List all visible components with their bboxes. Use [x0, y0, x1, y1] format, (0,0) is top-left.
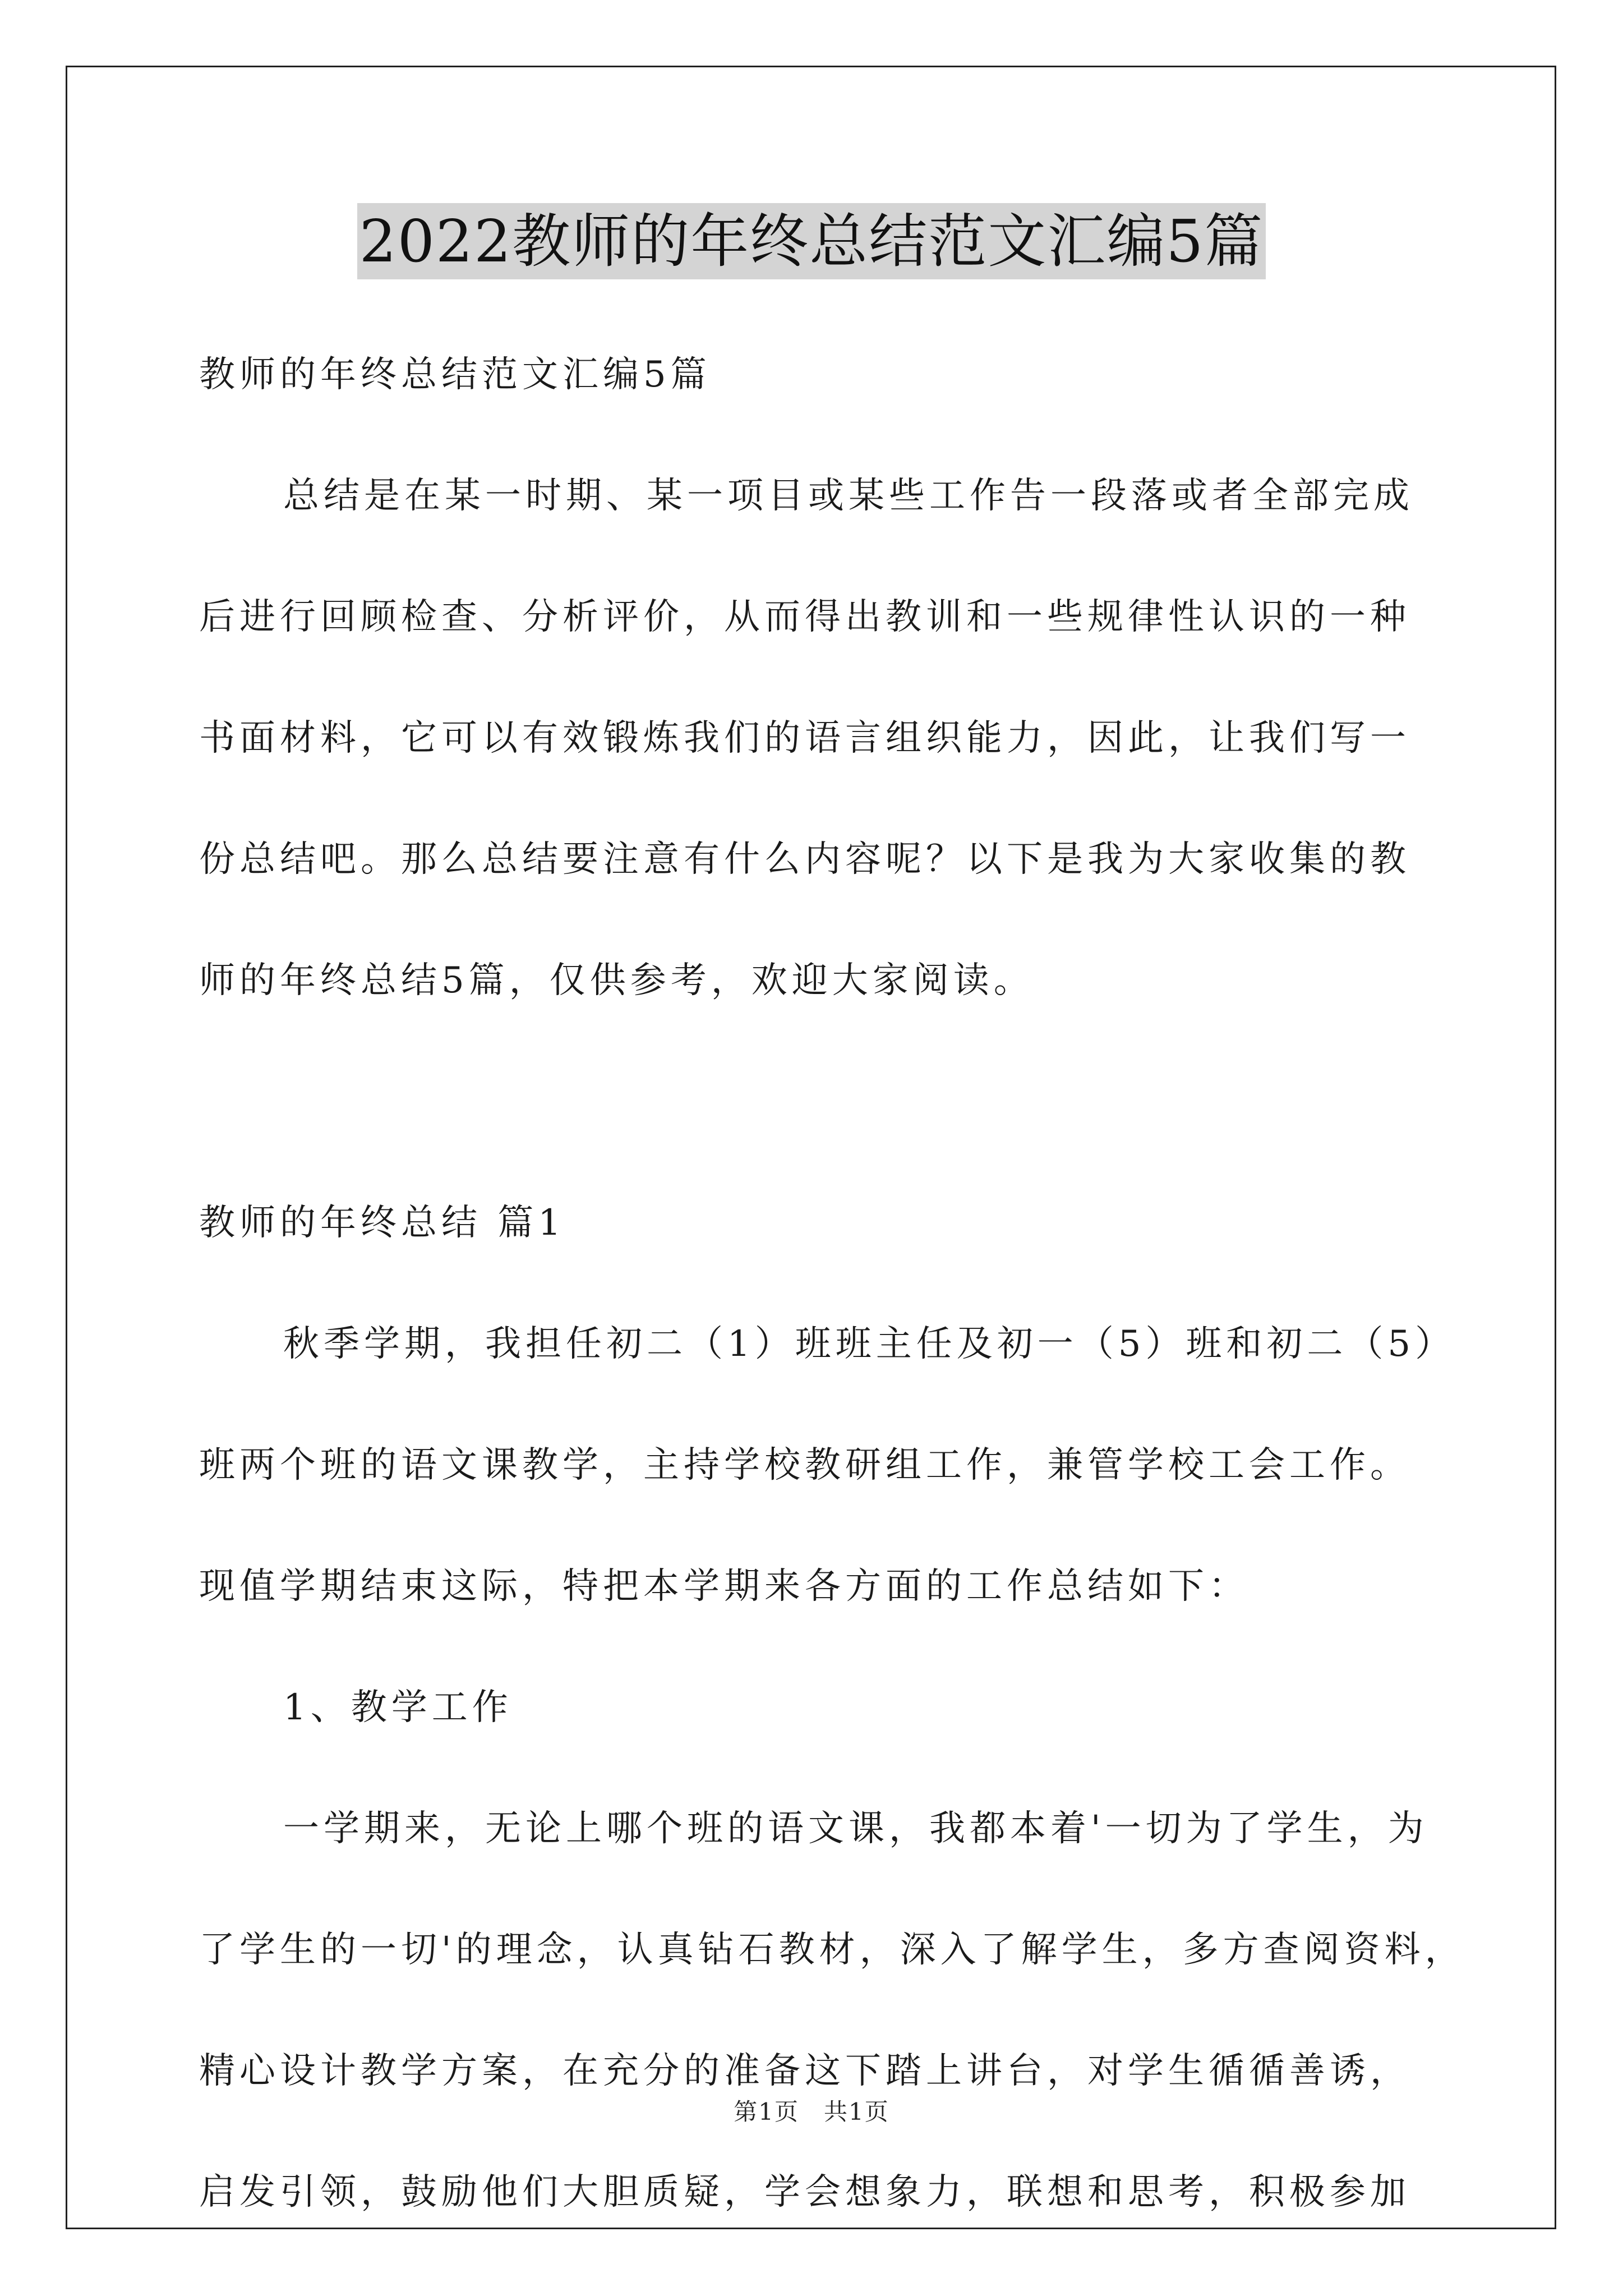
text-line: 师的年终总结5篇，仅供参考，欢迎大家阅读。 — [199, 960, 1034, 1001]
text-line: 班两个班的语文课教学，主持学校教研组工作，兼管学校工会工作。 — [199, 1444, 1410, 1486]
text-line: 总结是在某一时期、某一项目或某些工作告一段落或者全部完成 — [283, 475, 1414, 517]
document-body — [199, 314, 1465, 2253]
text-line: 教师的年终总结 篇1 — [199, 1202, 566, 1244]
text-line: 份总结吧。那么总结要注意有什么内容呢？以下是我为大家收集的教 — [199, 839, 1410, 880]
text-line: 了学生的一切'的理念，认真钻石教材，深入了解学生，多方查阅资料， — [199, 1929, 1465, 1971]
text-line: 精心设计教学方案，在充分的准备这下踏上讲台，对学生循循善诱， — [199, 2050, 1410, 2092]
text-line: 后进行回顾检查、分析评价，从而得出教训和一些规律性认识的一种 — [199, 596, 1410, 638]
page-footer: 第1页 共1页 — [734, 2098, 889, 2125]
text-line: 启发引领，鼓励他们大胆质疑，学会想象力，联想和思考，积极参加 — [199, 2171, 1410, 2213]
text-line: 秋季学期，我担任初二（1）班班主任及初一（5）班和初二（5） — [283, 1323, 1456, 1365]
text-line: 1、教学工作 — [283, 1687, 513, 1728]
text-line: 一学期来，无论上哪个班的语文课，我都本着'一切为了学生，为 — [283, 1808, 1428, 1849]
blank-line — [199, 1041, 1455, 1162]
text-line: 书面材料，它可以有效锻炼我们的语言组织能力，因此，让我们写一 — [199, 717, 1410, 759]
text-line: 教师的年终总结范文汇编5篇 — [199, 354, 711, 395]
title-container — [0, 203, 1623, 279]
text-line: 现值学期结束这际，特把本学期来各方面的工作总结如下： — [199, 1566, 1249, 1607]
page-title: 2022教师的年终总结范文汇编5篇 — [357, 203, 1266, 279]
